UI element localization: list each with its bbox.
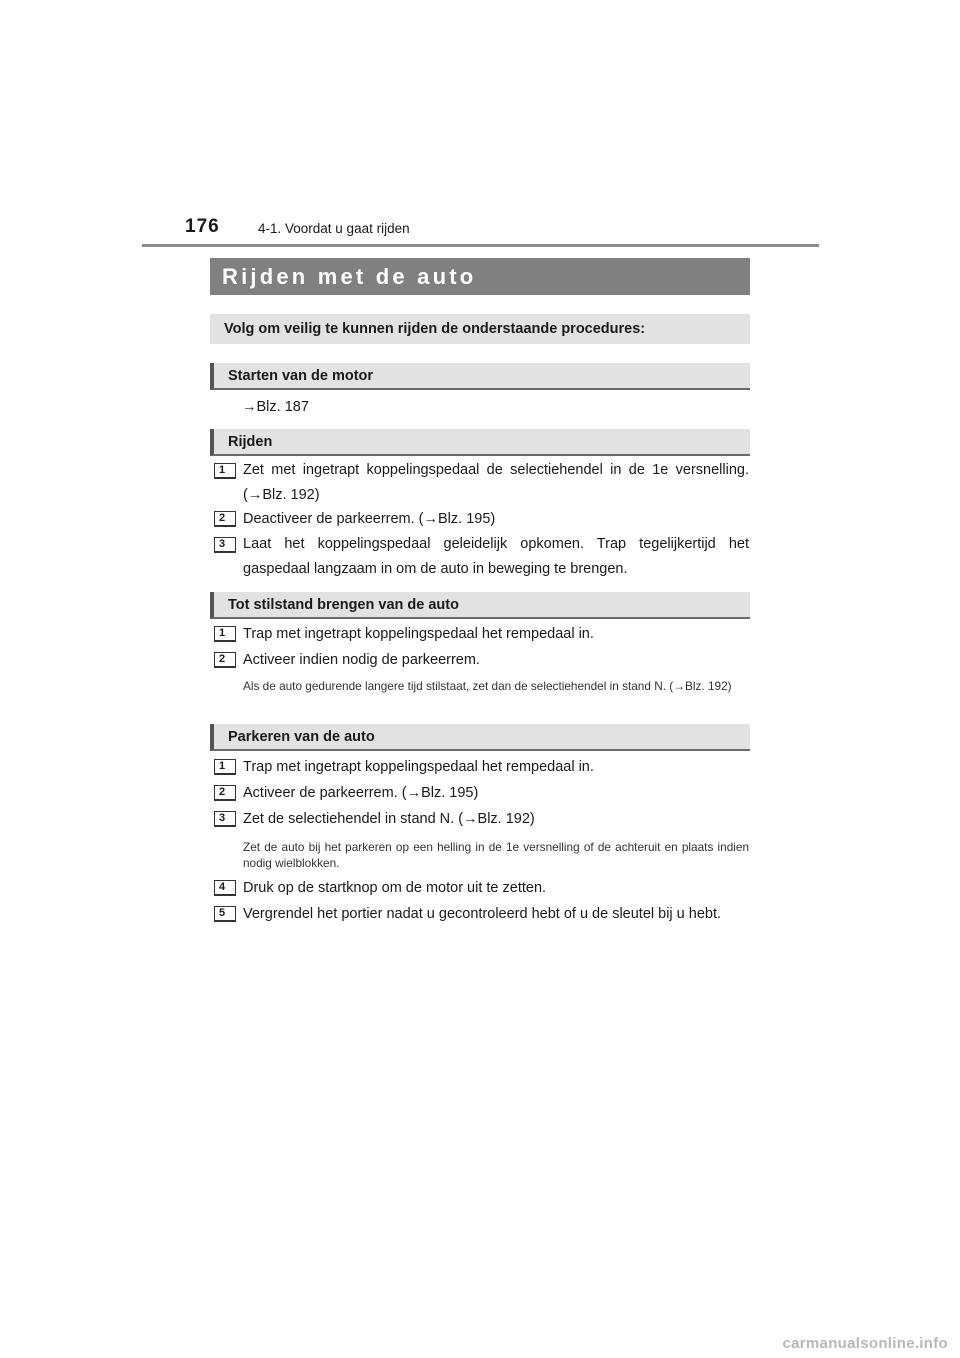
step-text: Activeer de parkeerrem. (→Blz. 195): [243, 785, 479, 801]
step-number-badge: 2: [214, 652, 236, 668]
watermark: carmanualsonline.info: [782, 1335, 948, 1352]
section-heading-stilstand: Tot stilstand brengen van de auto: [210, 592, 750, 619]
step-number-badge: 1: [214, 463, 236, 479]
note-text: Zet de auto bij het parkeren op een helling in de 1e versnelling of de achteruit en plaats indien nodig wielblokken.: [243, 840, 749, 870]
section-heading-parkeren: Parkeren van de auto: [210, 724, 750, 751]
step-text: Trap met ingetrapt koppelingspedaal het rempedaal in.: [243, 759, 594, 775]
step-text: Trap met ingetrapt koppelingspedaal het rempedaal in.: [243, 626, 594, 642]
section-heading-rijden: Rijden: [210, 429, 750, 456]
note-text: Als de auto gedurende langere tijd stilstaat, zet dan de selectiehendel in stand N. (→Blz. 192): [243, 679, 732, 693]
step-text: Druk op de startknop om de motor uit te zetten.: [243, 880, 547, 896]
page-title: Rijden met de auto: [210, 258, 750, 295]
step-number-badge: 5: [214, 906, 236, 922]
step-text: Activeer indien nodig de parkeerrem.: [243, 652, 480, 668]
chapter-title: 4-1. Voordat u gaat rijden: [258, 221, 410, 236]
step-number-badge: 1: [214, 626, 236, 642]
step-text: Vergrendel het portier nadat u gecontroleerd hebt of u de sleutel bij u hebt.: [243, 906, 722, 922]
step-text: Zet met ingetrapt koppelingspedaal de selectiehendel in de 1e versnelling. (→Blz. 192): [243, 462, 749, 503]
step-number-badge: 3: [214, 811, 236, 827]
step-text: Deactiveer de parkeerrem. (→Blz. 195): [243, 511, 496, 527]
step-number-badge: 1: [214, 759, 236, 775]
starten-reference: →Blz. 187: [242, 399, 309, 415]
step-number-badge: 4: [214, 880, 236, 896]
step-number-badge: 2: [214, 785, 236, 801]
step-number-badge: 3: [214, 537, 236, 553]
header-divider: [142, 244, 819, 247]
page-number: 176: [185, 216, 220, 237]
step-number-badge: 2: [214, 511, 236, 527]
intro-box: Volg om veilig te kunnen rijden de onderstaande procedures:: [210, 314, 750, 344]
section-heading-starten: Starten van de motor: [210, 363, 750, 390]
step-text: Laat het koppelingspedaal geleidelijk opkomen. Trap tegelijkertijd het gaspedaal langzaam in om de auto in beweging te brengen.: [243, 536, 749, 577]
step-text: Zet de selectiehendel in stand N. (→Blz. 192): [243, 811, 535, 827]
